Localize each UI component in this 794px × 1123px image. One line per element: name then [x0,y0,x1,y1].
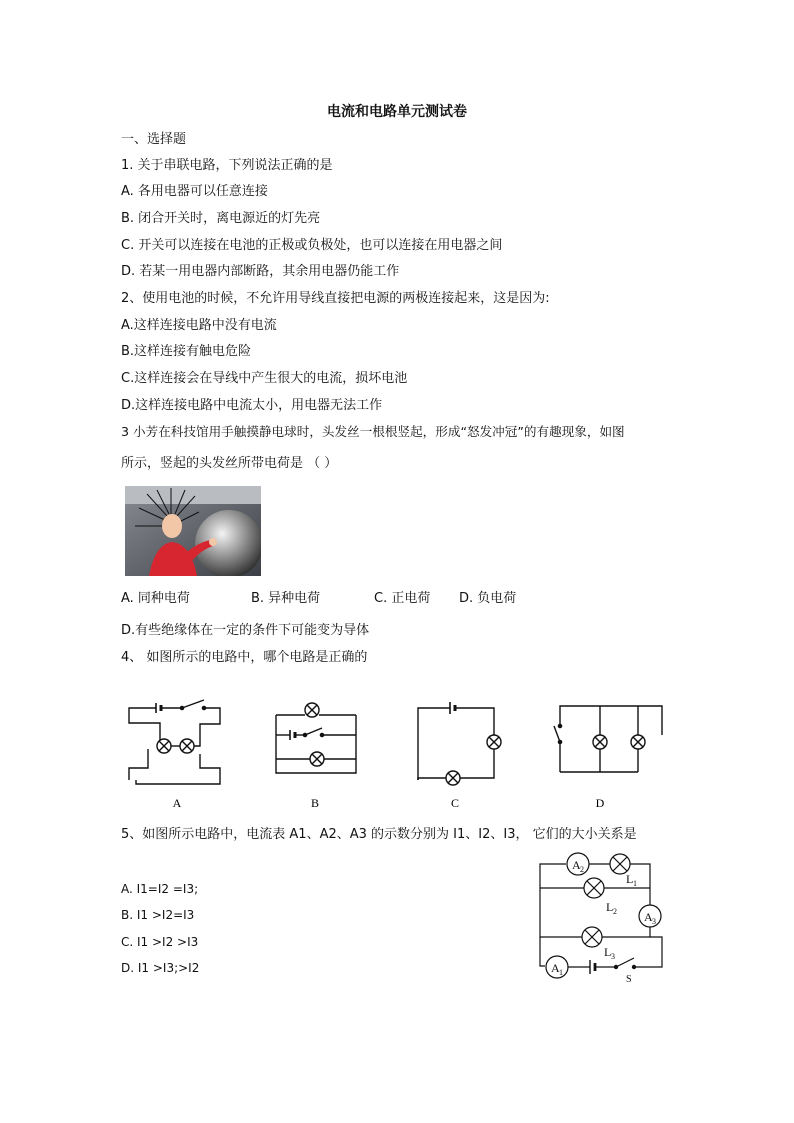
question-3-option-c: C. 正电荷 [374,591,431,606]
switch-s-label: S [626,974,632,984]
static-ball-photo [125,486,261,576]
question-4-stem: 4、 如图所示的电路中，哪个电路是正确的 [121,650,368,665]
circuit-d [554,706,662,772]
ammeter-a2-label: A [572,858,581,872]
ammeter-a1-label: A [551,961,560,975]
ammeter-a2-sub: 2 [580,865,584,874]
ammeter-circuit-figure [534,850,670,984]
question-3-option-a: A. 同种电荷 [121,591,190,606]
section-heading: 一、选择题 [121,132,187,147]
ammeter-a1-sub: 1 [559,968,563,977]
question-1-option-d: D. 若某一用电器内部断路，其余用电器仍能工作 [121,264,400,279]
question-2-option-a: A.这样连接电路中没有电流 [121,318,277,333]
lamp-l2-sub: 2 [613,907,617,916]
question-3-option-d: D. 负电荷 [459,591,517,606]
circuit-b-label: B [310,796,320,810]
lamp-l1-sub: 1 [633,879,637,888]
question-3-stem-line1: 3 小芳在科技馆用手触摸静电球时，头发丝一根根竖起，形成“怒发冲冠”的有趣现象，如图 [121,424,625,439]
circuit-b [276,703,356,773]
lamp-l1-label: L [626,872,634,886]
ammeter-a3-label: A [644,910,653,924]
page-title: 电流和电路单元测试卷 [327,104,467,120]
question-1-stem: 1. 关于串联电路，下列说法正确的是 [121,158,333,173]
question-5-stem: 5、如图所示电路中，电流表 A1、A2、A3 的示数分别为 I1、I2、I3， 它们的大小关系是 [121,827,637,842]
lamp-l3-label: L [604,945,612,959]
question-3-extra-statement: D.有些绝缘体在一定的条件下可能变为导体 [121,623,370,638]
circuit-a [129,700,220,784]
question-1-option-b: B. 闭合开关时，离电源近的灯先亮 [121,211,321,226]
lamp-l3-sub: 3 [611,952,615,961]
question-1-option-c: C. 开关可以连接在电池的正极或负极处，也可以连接在用电器之间 [121,238,503,253]
question-2-option-d: D.这样连接电路中电流太小，用电器无法工作 [121,398,383,413]
circuit-options-figure [120,694,680,814]
question-1-option-a: A. 各用电器可以任意连接 [121,184,268,199]
question-5-option-c: C. I1 >I2 >I3 [121,935,199,949]
question-2-option-b: B.这样连接有触电危险 [121,344,252,359]
question-3-stem-line2: 所示，竖起的头发丝所带电荷是 （ ） [121,456,338,471]
question-5-option-d: D. I1 >I3;>I2 [121,961,200,975]
question-3-option-b: B. 异种电荷 [251,591,321,606]
circuit-a-label: A [172,796,182,810]
ammeter-a3-sub: 3 [652,917,656,926]
circuit-c-label: C [450,796,460,810]
question-5-option-a: A. I1=I2 =I3; [121,882,199,896]
question-2-option-c: C.这样连接会在导线中产生很大的电流，损坏电池 [121,371,408,386]
question-2-stem: 2、使用电池的时候，不允许用导线直接把电源的两极连接起来，这是因为: [121,291,550,306]
circuit-d-label: D [595,796,605,810]
question-5-option-b: B. I1 >I2=I3 [121,908,195,922]
lamp-l2-label: L [606,900,614,914]
circuit-c [418,702,501,785]
